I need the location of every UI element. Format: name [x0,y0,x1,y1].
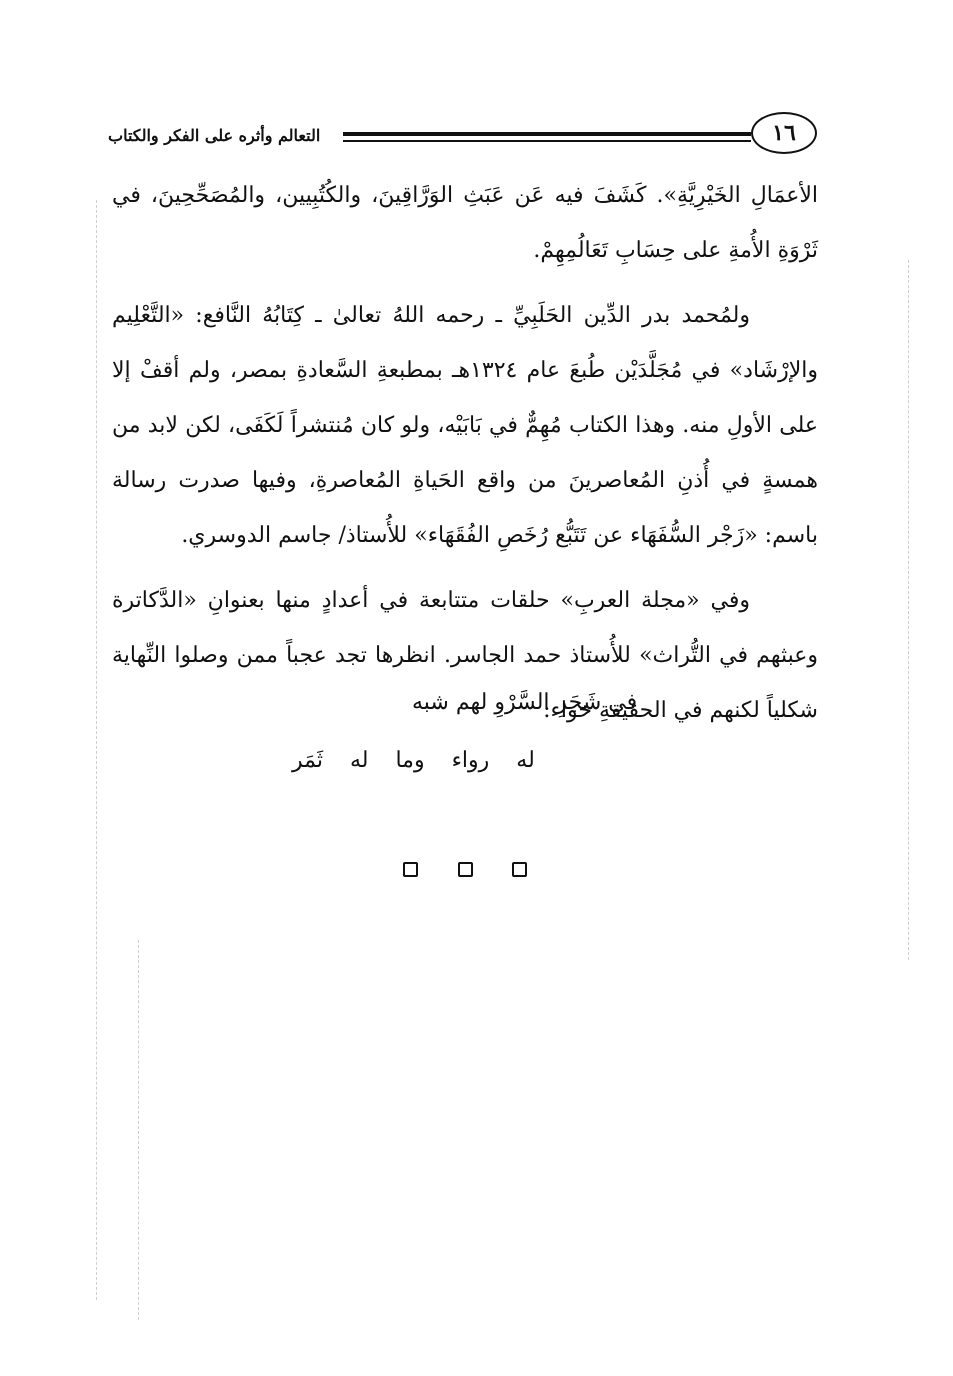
running-title: التعالم وأثره على الفكر والكتاب [108,126,321,145]
header-rule-thick [343,132,751,136]
page-header [108,112,820,160]
separator-square-icon [458,862,473,877]
section-separator [403,862,527,882]
verse-line-2: له رواء وما له ثَمَر [292,748,535,773]
page-number: ١٦ [751,112,817,154]
paragraph: وفي «مجلة العربِ» حلقات متتابعة في أعدادٍ منها بعنوانِ «الدَّكاترة وعبثهم في التُّراث» للأُستاذ حمد الجاسر. انظرها تجد عجباً ممن وصلوا النِّهاية شكلياً لكنهم في الحقيقةِ خواء: [112,588,818,723]
verse-line-1: في شَجَرِ السَّرْوِ لهم شبه [412,690,638,715]
paragraph: ولمُحمد بدر الدِّين الحَلَبِيِّ ـ رحمه اللهُ تعالىٰ ـ كِتَابُهُ النَّافع: «التَّعْلِيم والإرْشَاد» في مُجَلَّدَيْن طُبعَ عام ١٣٢٤هـ بمطبعةِ السَّعادةِ بمصر، ولم أقفْ إلا على الأولِ منه. وهذا الكتاب مُهِمٌّ في بَابَيْه، ولو كان مُنتشراً لَكَفَى، لكن لابد من همسةٍ في أُذنِ المُعاصرينَ من واقع الحَياةِ المُعاصرةِ، وفيها صدرت رسالة باسم: «زَجْر السُّفَهَاء عن تَتَبُّع رُخَصِ الفُقَهَاء» للأُستاذ/ جاسم الدوسري. [112,303,818,548]
header-rule-thin [343,140,751,142]
body-text [112,168,818,738]
separator-square-icon [512,862,527,877]
scan-margin-mark [138,940,140,1320]
scan-margin-mark [96,200,98,1300]
scan-margin-mark [908,260,910,960]
separator-square-icon [403,862,418,877]
paragraph: الأعمَالِ الخَيْرِيَّةِ». كَشَفَ فيه عَن عَبَثِ الوَرَّاقِينَ، والكُتُبِيين، والمُصَحِّحِينَ، في ثَرْوَةِ الأُمةِ على حِسَابِ تَعَالُمِهِمْ. [112,183,818,263]
